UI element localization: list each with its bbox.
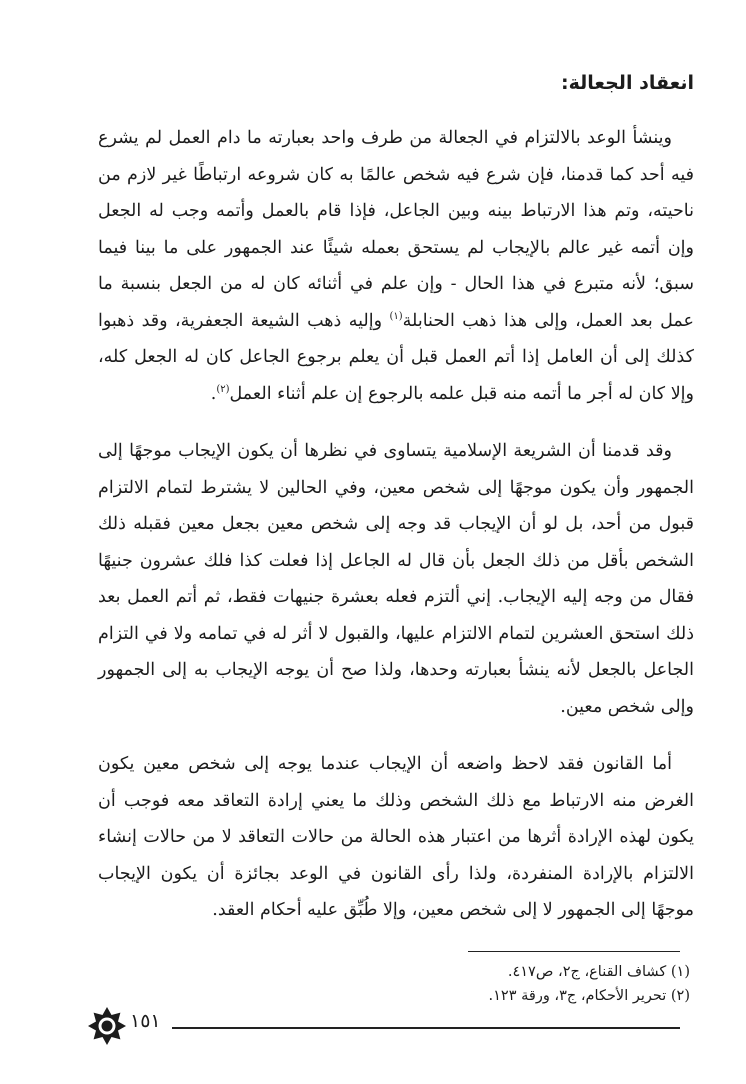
footnote-ref-2[interactable]: (٢) xyxy=(216,383,230,395)
footnote-ref-1[interactable]: (١) xyxy=(389,310,403,322)
footnote-2: (٢) تحرير الأحكام، ج٣، ورقة ١٢٣. xyxy=(488,988,690,1004)
body-text xyxy=(98,120,694,929)
star-ornament-icon xyxy=(86,1005,128,1047)
page-number: ١٥١ xyxy=(130,1010,161,1032)
footnotes xyxy=(270,960,690,1008)
footnote-1: (١) كشاف القناع، ج٢، ص٤١٧. xyxy=(507,964,690,980)
page-footer-rule xyxy=(172,1027,680,1029)
section-heading: انعقاد الجعالة: xyxy=(561,72,694,94)
paragraph-3: أما القانون فقد لاحظ واضعه أن الإيجاب عندما يوجه إلى شخص معين يكون الغرض منه الارتباط مع ذلك الشخص وذلك ما يعني إرادة التعاقد معه فوجب أن يكون لهذه الإرادة أثرها من اعتبار هذه الحالة من حالات التعاقد لا من حالات إنشاء الالتزام بالإرادة المنفردة، ولذا رأى القانون في الوعد بجائزة أن يكون الإيجاب موجهًا إلى الجمهور لا إلى شخص معين، وإلا طُبِّق عليه أحكام العقد. xyxy=(98,754,694,920)
paragraph-2: وقد قدمنا أن الشريعة الإسلامية يتساوى في نظرها أن يكون الإيجاب موجهًا إلى الجمهور وأن يكون موجهًا إلى شخص معين، وفي الحالين لا يشترط لتمام الالتزام قبول من أحد، بل لو أن الإيجاب قد وجه إلى شخص معين بجعل معين فقبله ذلك الشخص بأقل من ذلك الجعل بأن قال له الجاعل إذا فعلت كذا فلك عشرون جنيهًا فقال من وجه إليه الإيجاب. إني ألتزم فعله بعشرة جنيهات فقط، ثم أتم العمل بعد ذلك استحق العشرين لتمام الالتزام عليها، والقبول لا أثر له في تمامه ولا في التزام الجاعل بالجعل لأنه ينشأ بعبارته وحدها، ولذا صح أن يوجه الإيجاب به إلى الجمهور وإلى شخص معين. xyxy=(98,441,694,717)
paragraph-1-text-c: . xyxy=(210,383,217,404)
paragraph-1-text-b: وإليه ذهب الشيعة الجعفرية، وقد ذهبوا كذلك إلى أن العامل إذا أتم العمل قبل أن يعلم برجوع الجاعل كان له الجعل كله، وإلا كان له أجر ما أتمه منه قبل علمه بالرجوع إن علم أثناء العمل xyxy=(98,310,694,404)
paragraph-1-text-a: وينشأ الوعد بالالتزام في الجعالة من طرف واحد بعبارته ما دام العمل لم يشرع فيه أحد كما قدمنا، فإن شرع فيه شخص عالمًا به كان شروعه ارتباطًا غير لازم من ناحيته، وتم هذا الارتباط بينه وبين الجاعل، فإذا قام بالعمل وأتمه وجب له الجعل وإن أتمه غير عالم بالإيجاب لم يستحق بعمله شيئًا عند الجمهور على ما بينا فيما سبق؛ لأنه متبرع في هذا الحال - وإن علم في أثنائه كان له من الجعل بنسبة ما عمل بعد العمل، وإلى هذا ذهب الحنابلة xyxy=(98,128,695,331)
paragraph-1 xyxy=(98,120,694,412)
footnote-separator xyxy=(468,951,680,952)
